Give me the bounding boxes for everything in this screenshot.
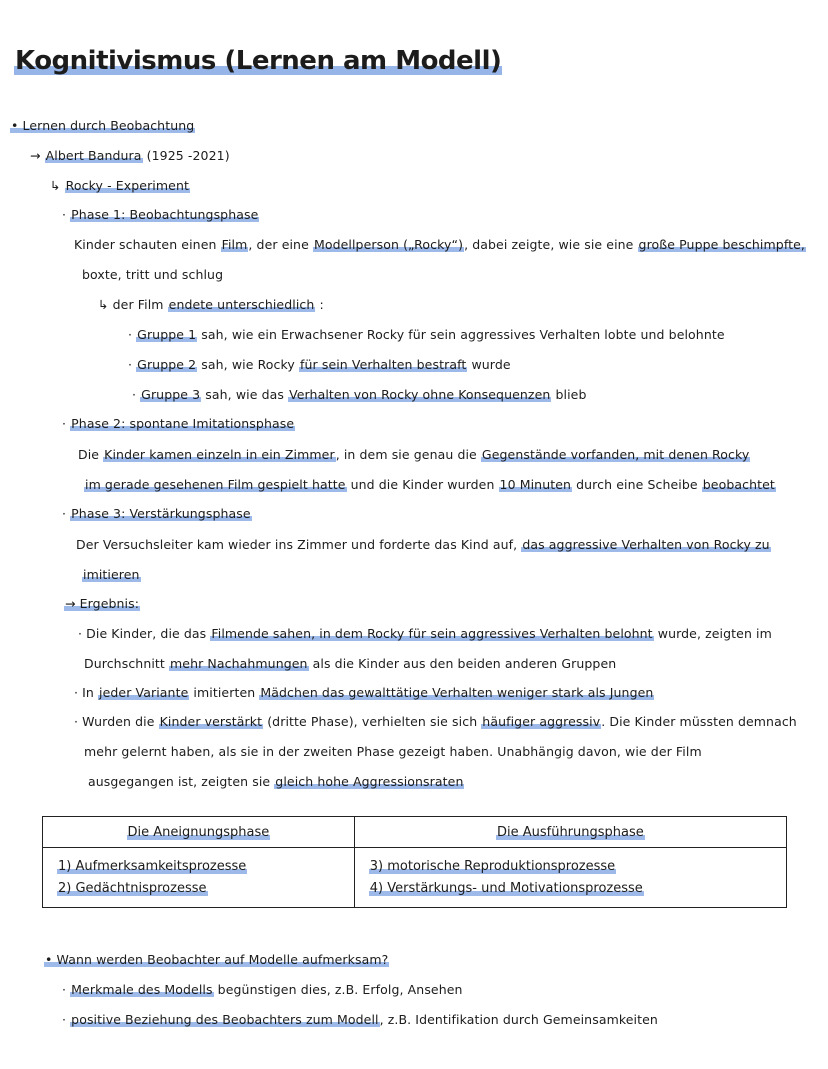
text-segment: begünstigen dies, z.B. Erfolg, Ansehen <box>213 982 463 997</box>
text-segment: → Ergebnis: <box>65 596 140 611</box>
text-segment: Phase 2: spontane Imitationsphase <box>71 416 295 431</box>
phase-1-text-1 <box>74 237 806 253</box>
text-segment: Verhalten von Rocky ohne Konsequenzen <box>289 387 551 402</box>
result-heading <box>64 596 140 612</box>
question-heading <box>44 952 389 968</box>
text-segment: ↳ der Film <box>98 297 168 312</box>
table-cell-aneignung <box>43 848 355 908</box>
text-segment: als die Kinder aus den beiden anderen Gruppen <box>308 656 617 671</box>
list-item <box>57 878 340 900</box>
text-segment: imitierten <box>189 685 260 700</box>
text-segment: Der Versuchsleiter kam wieder ins Zimmer und forderte das Kind auf, <box>76 537 522 552</box>
table-cell-ausfuehrung <box>354 848 786 908</box>
text-segment: Phase 1: Beobachtungsphase <box>71 207 259 222</box>
text-segment: endete unterschiedlich <box>168 297 315 312</box>
text-segment: Kinder schauten einen <box>74 237 221 252</box>
text-segment: sah, wie ein Erwachsener Rocky für sein aggressives Verhalten lobte und belohnte <box>197 327 725 342</box>
text-segment: · <box>62 982 71 997</box>
table-row <box>43 848 787 908</box>
text-segment: Die <box>78 447 104 462</box>
table-header-row <box>43 817 787 848</box>
text-segment: Mädchen das gewalttätige Verhalten weniger stark als Jungen <box>260 685 654 700</box>
text-segment: große Puppe beschimpfte, <box>638 237 805 252</box>
text-segment: Kinder verstärkt <box>159 714 263 729</box>
text-segment: für sein Verhalten bestraft <box>300 357 467 372</box>
text-segment: · Wurden die <box>74 714 159 729</box>
table-header-cell <box>43 817 355 848</box>
text-segment: , der eine <box>248 237 313 252</box>
text-segment: 3) motorische Reproduktionsprozesse <box>369 859 616 874</box>
text-segment: · In <box>74 685 99 700</box>
text-segment: wurde, zeigten im <box>653 626 772 641</box>
text-segment: • Wann werden Beobachter auf Modelle aufmerksam? <box>45 952 389 967</box>
text-segment: das aggressive Verhalten von Rocky zu <box>522 537 770 552</box>
text-segment: · <box>62 207 71 222</box>
text-segment: Gegenstände vorfanden, mit denen Rocky <box>481 447 750 462</box>
phase-1-text-2 <box>82 267 223 283</box>
text-segment: häufiger aggressiv <box>482 714 601 729</box>
text-segment: mehr Nachahmungen <box>170 656 308 671</box>
text-segment: : <box>315 297 324 312</box>
phases-table <box>42 816 787 908</box>
text-segment: wurde <box>467 357 511 372</box>
phase-2-heading <box>62 416 295 432</box>
text-segment: , dabei zeigte, wie sie eine <box>464 237 638 252</box>
text-segment: 2) Gedächtnisprozesse <box>58 881 207 896</box>
list-item <box>57 856 340 878</box>
text-segment: Gruppe 1 <box>137 327 197 342</box>
text-segment: Kinder kamen einzeln in ein Zimmer <box>104 447 335 462</box>
text-segment: Merkmale des Modells <box>71 982 213 997</box>
text-segment: blieb <box>551 387 587 402</box>
text-segment: 10 Minuten <box>499 477 572 492</box>
list-item <box>369 878 772 900</box>
text-segment: · <box>128 327 137 342</box>
result-text-2 <box>84 656 616 672</box>
text-segment: Durchschnitt <box>84 656 169 671</box>
text-segment: Phase 3: Verstärkungsphase <box>71 506 251 521</box>
text-segment: positive Beziehung des Beobachters zum Modell <box>71 1012 379 1027</box>
film-ending-line <box>98 297 324 313</box>
phase-3-text-1 <box>76 537 771 553</box>
text-segment: imitieren <box>83 567 140 582</box>
group-3-line <box>132 387 587 403</box>
text-segment: Die Aneignungsphase <box>127 824 270 840</box>
group-1-line <box>128 327 725 343</box>
text-segment: Gruppe 2 <box>137 357 197 372</box>
text-segment: sah, wie Rocky <box>197 357 299 372</box>
text-segment: · <box>62 506 71 521</box>
text-segment: Kognitivismus (Lernen am Modell) <box>15 46 502 76</box>
text-segment: Albert Bandura <box>45 148 142 163</box>
text-segment: · <box>62 416 71 431</box>
result-text-4 <box>74 714 797 730</box>
text-segment: 1) Aufmerksamkeitsprozesse <box>58 859 247 874</box>
text-segment: im gerade gesehenen Film gespielt hatte <box>85 477 346 492</box>
bullet-lernen-durch-beobachtung <box>10 118 195 134</box>
group-2-line <box>128 357 511 373</box>
result-text-1 <box>78 626 772 642</box>
question-answer-1 <box>62 982 463 998</box>
text-segment: · <box>128 357 137 372</box>
phase-2-text-2 <box>84 477 776 493</box>
text-segment: , z.B. Identifikation durch Gemeinsamkeiten <box>379 1012 658 1027</box>
phase-2-text-1 <box>78 447 750 463</box>
text-segment: · <box>62 1012 71 1027</box>
phase-3-text-2 <box>82 567 141 583</box>
text-segment: · Die Kinder, die das <box>78 626 211 641</box>
result-text-3 <box>74 685 654 701</box>
text-segment: und die Kinder wurden <box>346 477 499 492</box>
phase-1-heading <box>62 207 259 223</box>
text-segment: Die Ausführungsphase <box>496 824 644 840</box>
text-segment: boxte, tritt und schlug <box>82 267 224 282</box>
text-segment: . Die Kinder müssten demnach <box>601 714 797 729</box>
text-segment: → <box>30 148 45 163</box>
text-segment: • Lernen durch Beobachtung <box>11 118 195 133</box>
text-segment: (dritte Phase), verhielten sie sich <box>263 714 482 729</box>
phase-3-heading <box>62 506 252 522</box>
text-segment: , in dem sie genau die <box>335 447 481 462</box>
text-segment: mehr gelernt haben, als sie in der zweiten Phase gezeigt haben. Unabhängig davon, wie der Film <box>84 744 702 759</box>
table-header-cell <box>354 817 786 848</box>
text-segment: gleich hohe Aggressionsraten <box>275 774 464 789</box>
text-segment: 4) Verstärkungs- und Motivationsprozesse <box>369 881 643 896</box>
rocky-experiment-line <box>50 178 190 194</box>
text-segment: ausgegangen ist, zeigten sie <box>88 774 275 789</box>
text-segment: Rocky - Experiment <box>65 178 189 193</box>
text-segment: Filmende sahen, in dem Rocky für sein aggressives Verhalten belohnt <box>211 626 653 641</box>
text-segment: sah, wie das <box>201 387 289 402</box>
text-segment: beobachtet <box>702 477 775 492</box>
list-item <box>369 856 772 878</box>
result-text-6 <box>88 774 464 790</box>
result-text-5 <box>84 744 702 760</box>
albert-bandura-line <box>30 148 230 164</box>
text-segment: · <box>132 387 141 402</box>
text-segment: ↳ <box>50 178 65 193</box>
question-answer-2 <box>62 1012 658 1028</box>
text-segment: Modellperson („Rocky“) <box>313 237 464 252</box>
text-segment: Gruppe 3 <box>141 387 201 402</box>
text-segment: jeder Variante <box>99 685 189 700</box>
text-segment: (1925 -2021) <box>142 148 230 163</box>
text-segment: durch eine Scheibe <box>572 477 702 492</box>
text-segment: Film <box>221 237 248 252</box>
page-title <box>14 44 502 78</box>
